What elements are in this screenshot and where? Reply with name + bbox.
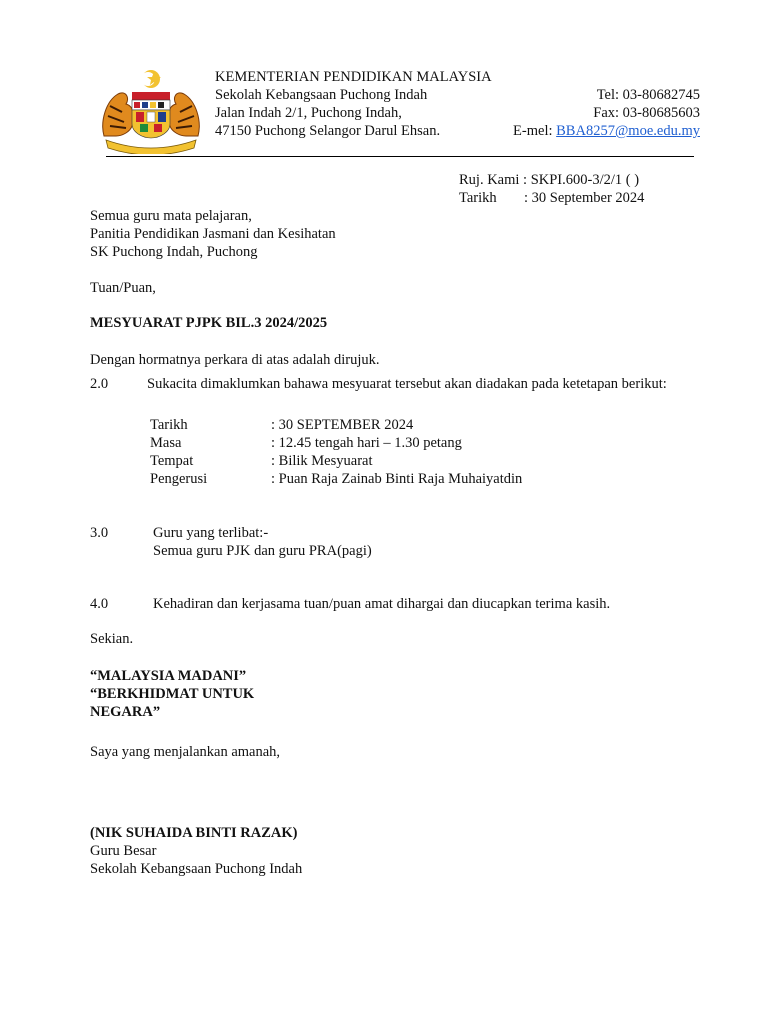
section-3-text-2: Semua guru PJK dan guru PRA(pagi) — [153, 543, 372, 559]
section-4-number: 4.0 — [90, 596, 109, 612]
section-4-text: Kehadiran dan kerjasama tuan/puan amat dihargai dan diucapkan terima kasih. — [153, 596, 611, 612]
section-3-number: 3.0 — [90, 525, 109, 541]
detail-value-tempat: : Bilik Mesyuarat — [271, 453, 373, 469]
email-link[interactable]: BBA8257@moe.edu.my — [556, 123, 700, 139]
recipient-line-3: SK Puchong Indah, Puchong — [90, 244, 258, 260]
detail-value-masa: : 12.45 tengah hari – 1.30 petang — [271, 435, 462, 451]
closing-amanah: Saya yang menjalankan amanah, — [90, 744, 281, 760]
detail-label-masa: Masa — [150, 435, 182, 451]
reference-date-value: : 30 September 2024 — [524, 190, 645, 206]
signatory-school: Sekolah Kebangsaan Puchong Indah — [90, 861, 303, 877]
coat-of-arms-logo — [96, 66, 206, 154]
ministry-name: KEMENTERIAN PENDIDIKAN MALAYSIA — [215, 69, 492, 85]
recipient-line-1: Semua guru mata pelajaran, — [90, 208, 252, 224]
reference-date-label: Tarikh — [459, 190, 497, 206]
email-label: E-mel: — [513, 123, 557, 139]
reference-number: Ruj. Kami : SKPI.600-3/2/1 ( ) — [459, 172, 640, 188]
address-line-1: Jalan Indah 2/1, Puchong Indah, — [215, 105, 402, 121]
section-2-text: Sukacita dimaklumkan bahawa mesyuarat tersebut akan diadakan pada ketetapan berikut: — [147, 376, 667, 392]
signatory-title: Guru Besar — [90, 843, 157, 859]
salutation: Tuan/Puan, — [90, 280, 156, 296]
section-2-number: 2.0 — [90, 376, 109, 392]
motto-line-1: “MALAYSIA MADANI” — [90, 668, 247, 684]
motto-line-2: “BERKHIDMAT UNTUK — [90, 686, 255, 702]
school-name: Sekolah Kebangsaan Puchong Indah — [215, 87, 428, 103]
intro-paragraph: Dengan hormatnya perkara di atas adalah dirujuk. — [90, 352, 380, 368]
section-3-text: Guru yang terlibat:- — [153, 525, 269, 541]
header-divider — [106, 156, 694, 157]
motto-line-3: NEGARA” — [90, 704, 161, 720]
detail-label-tempat: Tempat — [150, 453, 194, 469]
address-line-2: 47150 Puchong Selangor Darul Ehsan. — [215, 123, 441, 139]
detail-value-tarikh: : 30 SEPTEMBER 2024 — [271, 417, 414, 433]
subject-heading: MESYUARAT PJPK BIL.3 2024/2025 — [90, 315, 328, 331]
signatory-name: (NIK SUHAIDA BINTI RAZAK) — [90, 825, 298, 841]
fax-number: Fax: 03-80685603 — [593, 105, 700, 121]
detail-label-tarikh: Tarikh — [150, 417, 188, 433]
tel-number: Tel: 03-80682745 — [596, 87, 700, 103]
email-line — [513, 122, 700, 140]
recipient-line-2: Panitia Pendidikan Jasmani dan Kesihatan — [90, 226, 336, 242]
detail-value-pengerusi: : Puan Raja Zainab Binti Raja Muhaiyatdin — [271, 471, 523, 487]
closing-sekian: Sekian. — [90, 631, 134, 647]
detail-label-pengerusi: Pengerusi — [150, 471, 208, 487]
